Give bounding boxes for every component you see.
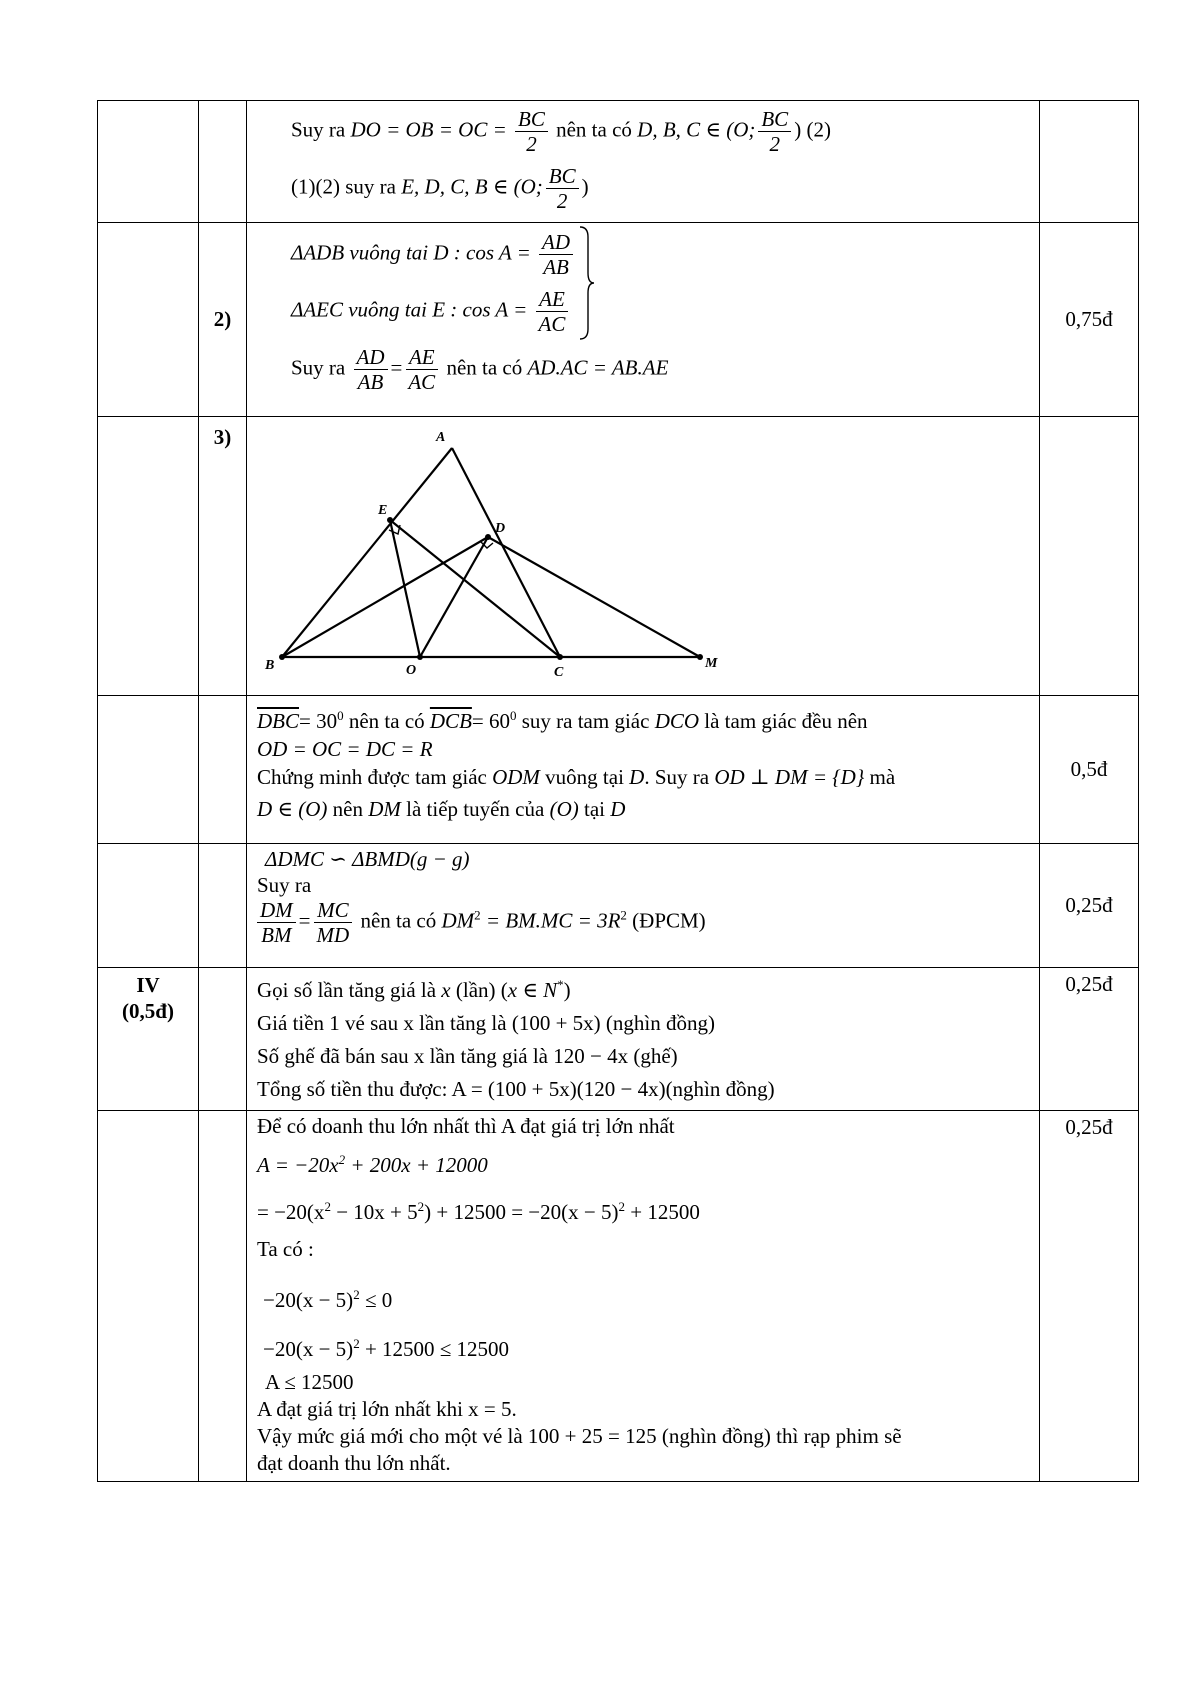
solution-cell [247, 968, 1040, 1111]
triangle-figure [247, 417, 1040, 693]
solution-line: ΔDMC ∽ ΔBMD(g − g) [265, 847, 470, 871]
answer-table [97, 100, 1139, 1482]
solution-line: Ta có : [257, 1237, 314, 1261]
right-brace-icon [578, 225, 596, 341]
label-A: A [436, 430, 446, 445]
label-E: E [378, 503, 388, 518]
score-value: 0,25đ [1040, 968, 1139, 1111]
score-value: 0,5đ [1040, 696, 1139, 844]
label-B: B [265, 658, 275, 673]
score-value: 0,25đ [1040, 1111, 1139, 1482]
fraction: $\frac{BC}{2}$ [758, 107, 791, 156]
subpart-cell [199, 844, 247, 968]
solution-line: Để có doanh thu lớn nhất thì A đạt giá trị lớn nhất [257, 1114, 675, 1138]
label-M: M [705, 656, 718, 671]
segment-AB [282, 448, 452, 657]
solution-line [291, 107, 1029, 156]
table-row [98, 844, 1139, 968]
equation: D, B, C ∈ (O; [637, 117, 756, 142]
fraction: $\frac{AD}{AB}$ [539, 230, 573, 279]
solution-cell [247, 696, 1040, 844]
subpart-label: 2) [199, 223, 247, 417]
part-points: (0,5đ) [122, 999, 174, 1023]
part-cell [98, 101, 199, 223]
part-cell [98, 223, 199, 417]
text: ) (2) [794, 117, 831, 142]
label-O: O [406, 663, 417, 678]
label-D: D [495, 521, 506, 536]
solution-line: Giá tiền 1 vé sau x lần tăng là (100 + 5x) (nghìn đồng) [257, 1011, 715, 1035]
point-B [279, 654, 285, 660]
fraction: $\frac{BC}{2}$ [515, 107, 548, 156]
score-cell [1040, 417, 1139, 696]
score-value: 0,75đ [1040, 223, 1139, 417]
text: (1)(2) suy ra [291, 174, 396, 199]
part-cell [98, 1111, 199, 1482]
solution-cell [247, 844, 1040, 968]
solution-line: $\frac{DM}{BM}$ = $\frac{MC}{MD}$ nên ta có $DM^2 = BM.MC = 3R^2$ (ĐPCM) [257, 898, 1029, 947]
subpart-cell [199, 968, 247, 1111]
label-C: C [554, 665, 564, 680]
solution-line: OD = OC = DC = R [257, 737, 433, 761]
part-cell [98, 696, 199, 844]
solution-cell [247, 223, 1040, 417]
part-cell [98, 417, 199, 696]
fraction: $\frac{AE}{AC}$ [405, 345, 438, 394]
fraction: $\frac{MC}{MD}$ [314, 898, 353, 947]
cos-system [291, 225, 1029, 341]
text: ) [581, 174, 589, 199]
solution-line: Suy ra $\frac{AD}{AB}$ = $\frac{AE}{AC}$ nên ta có AD.AC = AB.AE [291, 345, 669, 394]
solution-line: $A = -20x^2 + 200x + 12000$ [257, 1152, 488, 1177]
solution-line: Tổng số tiền thu được: A = (100 + 5x)(120 − 4x)(nghìn đồng) [257, 1077, 775, 1101]
part-cell [98, 844, 199, 968]
point-M [697, 654, 703, 660]
text: Suy ra [291, 117, 346, 142]
solution-line: Chứng minh được tam giác ODM vuông tại D. Suy ra OD ⊥ DM = {D} mà [257, 765, 896, 789]
solution-line: ΔAEC vuông tai E : cos A = $\frac{AE}{AC}$ [291, 287, 576, 336]
point-E [387, 517, 393, 523]
segment-DO [420, 537, 488, 657]
point-C [557, 654, 563, 660]
point-D [485, 534, 491, 540]
solution-line: D ∈ (O) nên DM là tiếp tuyến của (O) tại D [257, 797, 626, 821]
segment-DB [282, 537, 488, 657]
fraction: $\frac{AE}{AC}$ [536, 287, 569, 336]
score-cell [1040, 101, 1139, 223]
solution-line: đạt doanh thu lớn nhất. [257, 1451, 451, 1475]
solution-line: Số ghế đã bán sau x lần tăng giá là 120 − 4x (ghế) [257, 1044, 678, 1068]
score-value: 0,25đ [1040, 844, 1139, 968]
point-O [417, 654, 423, 660]
subpart-cell [199, 696, 247, 844]
solution-line: $\overline{DBC}= 30^0$ nên ta có $\overline{DCB}= 60^0$ suy ra tam giác DCO là tam giác đều nên [257, 708, 868, 733]
fraction: $\frac{DM}{BM}$ [257, 898, 296, 947]
solution-line: $-20(x - 5)^2 + 12500 \le 12500$ [263, 1336, 510, 1361]
equation: E, D, C, B ∈ (O; [401, 174, 543, 199]
subpart-cell [199, 1111, 247, 1482]
part-number: IV [136, 973, 160, 997]
table-row [98, 696, 1139, 844]
segment-AC [452, 448, 560, 657]
solution-line: = $-20(x^2 - 10x + 5^2) + 12500 = -20(x - 5)^2 + 12500$ [257, 1199, 700, 1224]
solution-cell [247, 1111, 1040, 1482]
table-row [98, 223, 1139, 417]
table-row [98, 417, 1139, 696]
solution-cell [247, 101, 1040, 223]
table-row [98, 968, 1139, 1111]
solution-line [291, 164, 1029, 213]
subpart-cell [199, 101, 247, 223]
equation: DO = OB = OC = [350, 117, 507, 142]
figure-cell [247, 417, 1040, 696]
solution-line: A ≤ 12500 [265, 1370, 354, 1394]
subpart-label: 3) [199, 417, 247, 696]
table-row [98, 101, 1139, 223]
solution-line: Gọi số lần tăng giá là x (lần) (x ∈ N*) [257, 977, 571, 1002]
segment-DM [488, 537, 700, 657]
table-row [98, 1111, 1139, 1482]
fraction: $\frac{AD}{AB}$ [354, 345, 388, 394]
solution-line: Suy ra [257, 873, 312, 897]
solution-line: ΔADB vuông tai D : cos A = $\frac{AD}{AB}$ [291, 230, 576, 279]
solution-line: $-20(x - 5)^2 \le 0$ [263, 1287, 393, 1312]
part-label [98, 968, 199, 1111]
text: nên ta có [556, 117, 632, 142]
solution-line: A đạt giá trị lớn nhất khi x = 5. [257, 1397, 517, 1421]
solution-line: Vậy mức giá mới cho một vé là 100 + 25 = 125 (nghìn đồng) thì rạp phim sẽ [257, 1424, 902, 1448]
fraction: $\frac{BC}{2}$ [546, 164, 579, 213]
